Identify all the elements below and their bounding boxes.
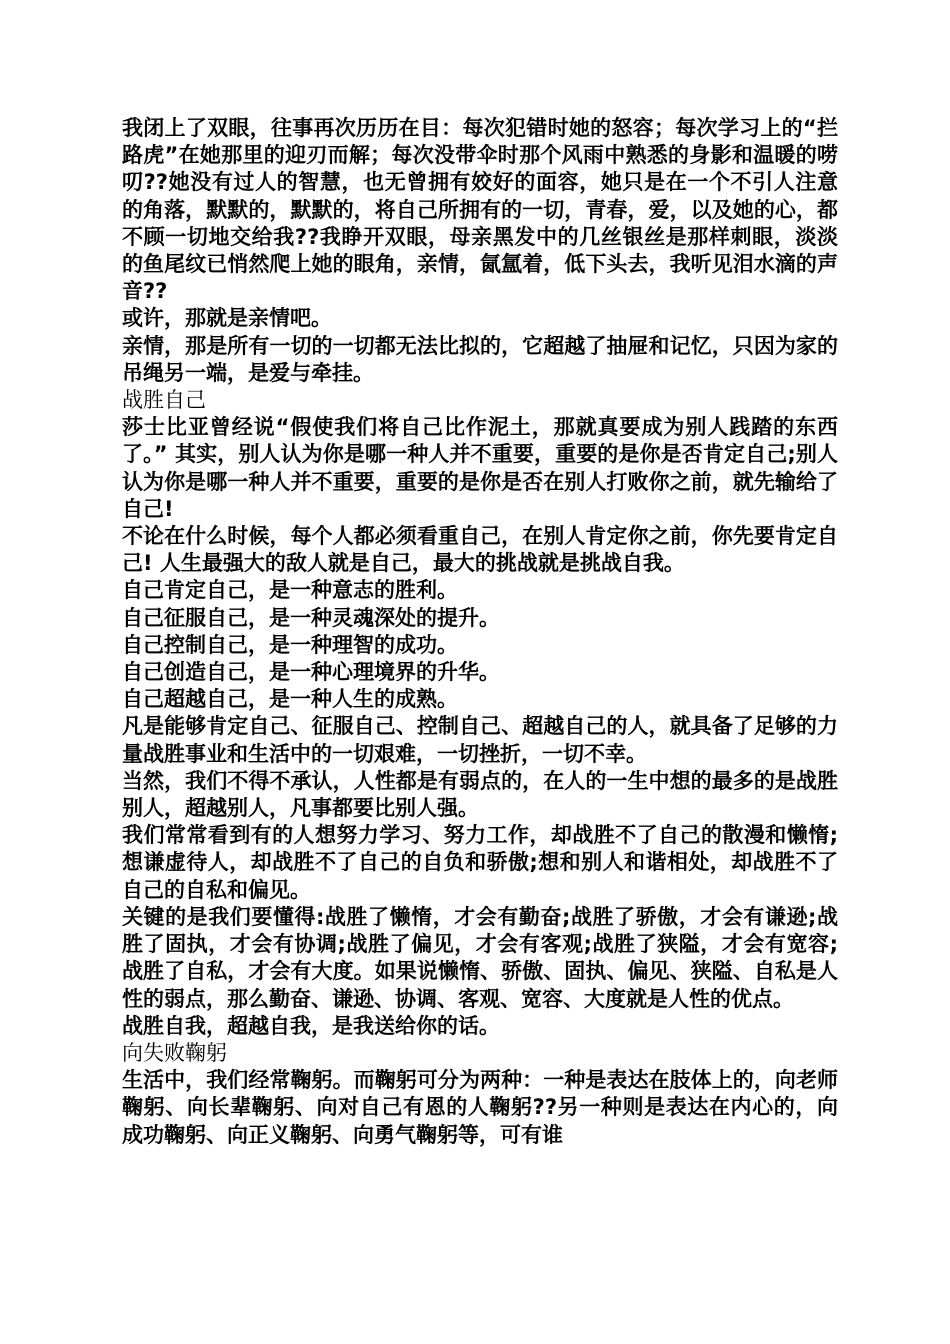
- paragraph-perhaps-family: 或许，那就是亲情吧。: [122, 306, 332, 331]
- paragraph-affirm-self: 自己肯定自己，是一种意志的胜利。: [122, 578, 458, 603]
- paragraph-mother-memory: 我闭上了双眼，往事再次历历在目：每次犯错时她的怒容；每次学习上的“拦路虎”在她那里的迎刃而解；每次没带伞时那个风雨中熟悉的身影和温暖的唠叨??她没有过人的智慧，也无曾拥有姣好的面容，她只是在一个不引人注意的角落，默默的，默默的，将自己所拥有的一切，青春，爱，以及她的心，都不顾一切地交给我??我睁开双眼，母亲黑发中的几丝银丝是那样刺眼，淡淡的鱼尾纹已悄然爬上她的眼角，亲情，氤氲着，低下头去，我听见泪水滴的声音??: [122, 116, 838, 304]
- paragraph-conquer-self: 自己征服自己，是一种灵魂深处的提升。: [122, 605, 500, 630]
- paragraph-create-self: 自己创造自己，是一种心理境界的升华。: [122, 660, 500, 685]
- paragraph-family-love: 亲情，那是所有一切的一切都无法比拟的，它超越了抽屉和记忆，只因为家的吊绳另一端，是爱与牵挂。: [122, 333, 838, 385]
- paragraph-surpass-self: 自己超越自己，是一种人生的成熟。: [122, 687, 458, 712]
- paragraph-value-yourself: 不论在什么时候，每个人都必须看重自己，在别人肯定你之前，你先要肯定自己! 人生最强大的敌人就是自己，最大的挑战就是挑战自我。: [122, 524, 838, 576]
- paragraph-strength: 凡是能够肯定自己、征服自己、控制自己、超越自己的人，就具备了足够的力量战胜事业和生活中的一切艰难，一切挫折，一切不幸。: [122, 714, 838, 766]
- section-heading-bow-to-failure: 向失败鞠躬: [122, 1040, 227, 1065]
- paragraph-common-struggles: 我们常常看到有的人想努力学习、努力工作，却战胜不了自己的散漫和懒惰;想谦虚待人，却战胜不了自己的自负和骄傲;想和别人和谐相处，却战胜不了自己的自私和偏见。: [122, 823, 838, 902]
- paragraph-closing-words: 战胜自我，超越自我，是我送给你的话。: [122, 1013, 500, 1038]
- paragraph-shakespeare-quote: 莎士比亚曾经说“假使我们将自己比作泥土，那就真要成为别人践踏的东西了。” 其实，别人认为你是哪一种人并不重要，重要的是你是否肯定自己;别人认为你是哪一种人并不重要，重要的是你是否在别人打败你之前，就先输给了自己!: [122, 415, 838, 521]
- paragraph-key-lessons: 关键的是我们要懂得:战胜了懒惰，才会有勤奋;战胜了骄傲，才会有谦逊;战胜了固执，才会有协调;战胜了偏见，才会有客观;战胜了狭隘，才会有宽容;战胜了自私，才会有大度。如果说懒惰、骄傲、固执、偏见、狭隘、自私是人性的弱点，那么勤奋、谦逊、协调、客观、宽容、大度就是人性的优点。: [122, 904, 838, 1011]
- document-body: [116, 115, 838, 1149]
- paragraph-control-self: 自己控制自己，是一种理智的成功。: [122, 632, 458, 657]
- paragraph-bowing: 生活中，我们经常鞠躬。而鞠躬可分为两种：一种是表达在肢体上的，向老师鞠躬、向长辈鞠躬、向对自己有恩的人鞠躬??另一种则是表达在内心的，向成功鞠躬、向正义鞠躬、向勇气鞠躬等，可有谁: [122, 1068, 838, 1147]
- paragraph-human-weakness: 当然，我们不得不承认，人性都是有弱点的，在人的一生中想的最多的是战胜别人，超越别人，凡事都要比别人强。: [122, 768, 838, 821]
- section-heading-overcome-self: 战胜自己: [122, 388, 206, 413]
